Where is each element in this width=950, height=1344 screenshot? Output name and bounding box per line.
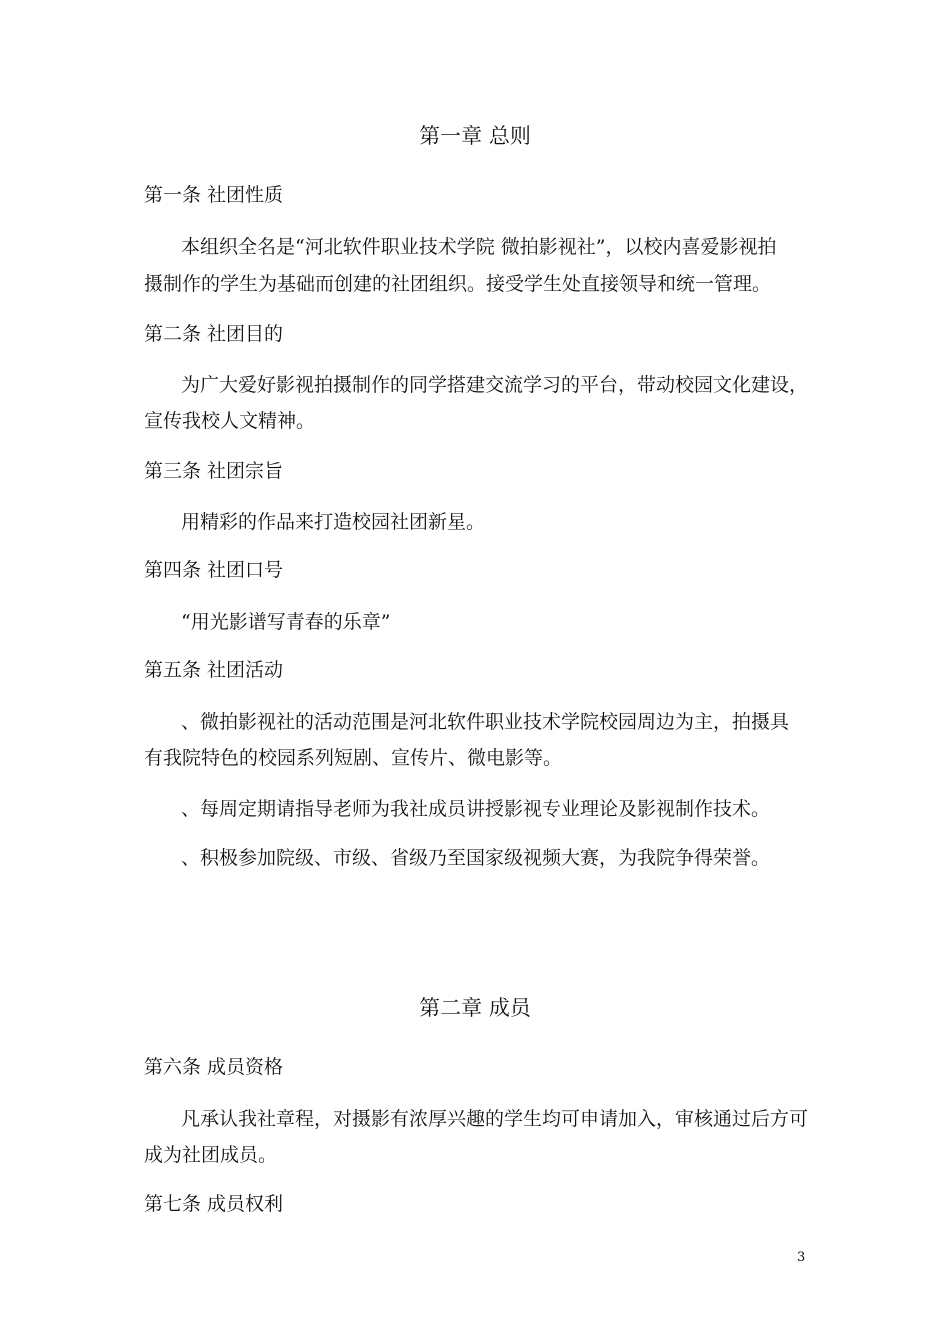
- chapter-2-title: 第二章 成员: [419, 996, 531, 1020]
- article-4-heading: 第四条 社团口号: [144, 559, 284, 581]
- article-7-heading: 第七条 成员权利: [144, 1193, 284, 1215]
- article-4-body-line-1: “用光影谱写青春的乐章”: [181, 611, 391, 633]
- article-5-item-3-line-1: 、积极参加院级、市级、省级乃至国家级视频大赛，为我院争得荣誉。: [181, 847, 771, 869]
- chapter-1-title: 第一章 总则: [419, 124, 531, 148]
- article-5-item-2-line-1: 、每周定期请指导老师为我社成员讲授影视专业理论及影视制作技术。: [181, 798, 771, 820]
- article-6-heading: 第六条 成员资格: [144, 1056, 284, 1078]
- article-5-item-1-line-2: 有我院特色的校园系列短剧、宣传片、微电影等。: [144, 747, 563, 769]
- article-6-body-line-1: 凡承认我社章程，对摄影有浓厚兴趣的学生均可申请加入，审核通过后方可: [181, 1108, 809, 1130]
- page-number: 3: [797, 1250, 806, 1265]
- article-1-body-line-1: 本组织全名是“河北软件职业技术学院 微拍影视社”，以校内喜爱影视拍: [181, 236, 777, 258]
- article-1-heading: 第一条 社团性质: [144, 184, 284, 206]
- article-5-heading: 第五条 社团活动: [144, 659, 284, 681]
- article-3-body-line-1: 用精彩的作品来打造校园社团新星。: [181, 511, 486, 533]
- article-5-item-1-line-1: 、微拍影视社的活动范围是河北软件职业技术学院校园周边为主，拍摄具: [181, 711, 790, 733]
- article-1-body-line-2: 摄制作的学生为基础而创建的社团组织。接受学生处直接领导和统一管理。: [144, 273, 772, 295]
- article-2-body-line-2: 宣传我校人文精神。: [144, 410, 316, 432]
- article-6-body-line-2: 成为社团成员。: [144, 1144, 278, 1166]
- article-2-heading: 第二条 社团目的: [144, 323, 284, 345]
- article-3-heading: 第三条 社团宗旨: [144, 460, 284, 482]
- article-2-body-line-1: 为广大爱好影视拍摄制作的同学搭建交流学习的平台，带动校园文化建设，: [181, 374, 809, 396]
